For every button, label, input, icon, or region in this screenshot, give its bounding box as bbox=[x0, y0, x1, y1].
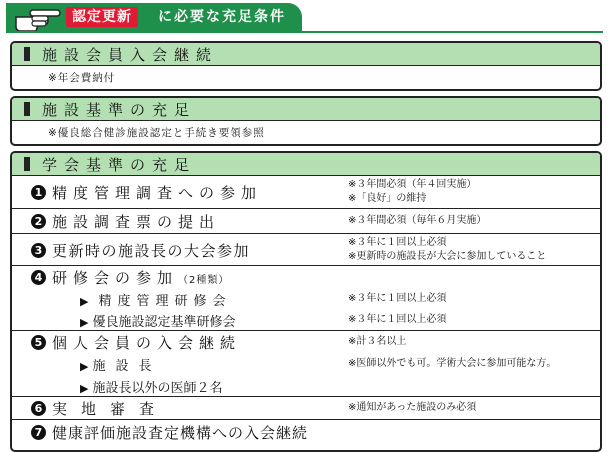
heading-bar-icon bbox=[24, 47, 30, 61]
heading-bar-icon bbox=[24, 157, 30, 171]
number-5-icon: 5 bbox=[31, 335, 46, 350]
sub-item-note: ※３年に１回以上必須 bbox=[348, 314, 447, 325]
list-item-onsite-audit bbox=[12, 396, 600, 420]
sub-item-note: ※医師以外でも可。学術大会に参加可能な方。 bbox=[348, 358, 557, 369]
title-bar bbox=[6, 3, 302, 31]
number-7-icon: 7 bbox=[31, 425, 46, 440]
number-4-icon: 4 bbox=[31, 270, 46, 285]
sub-item-other-doctors bbox=[12, 374, 600, 396]
sub-item-note: ※３年に１回以上必須 bbox=[348, 293, 447, 304]
item-label: 施設調査票の提出 bbox=[52, 213, 221, 231]
item-label: 研修会の参加（2種類） bbox=[52, 269, 230, 287]
item-note: ※更新時の施設長が大会に参加していること bbox=[348, 251, 547, 262]
item-note: ※通知があった施設のみ必須 bbox=[348, 402, 477, 413]
list-item-director-attendance bbox=[12, 233, 600, 266]
number-1-icon: 1 bbox=[31, 185, 46, 200]
renewal-badge: 認定更新 bbox=[66, 7, 138, 27]
section-title: 学会基準の充足 bbox=[42, 155, 197, 174]
list-item-training bbox=[12, 265, 600, 289]
triangle-right-icon: ▶ bbox=[80, 316, 89, 329]
list-item-quality-survey bbox=[12, 175, 600, 209]
sub-item-standard-training bbox=[12, 309, 600, 330]
item-label: 個人会員の入会継続 bbox=[52, 334, 242, 352]
sub-item-label: ▶ 精度管理研修会 bbox=[80, 294, 232, 309]
item-label: 更新時の施設長の大会参加 bbox=[52, 242, 251, 260]
list-item-individual-members bbox=[12, 330, 600, 354]
number-2-icon: 2 bbox=[31, 214, 46, 229]
section-note: ※年会費納付 bbox=[48, 72, 116, 84]
section-note: ※優良総合健診施設認定と手続き要領参照 bbox=[48, 127, 265, 139]
item-label: 実地審査 bbox=[52, 400, 169, 418]
item-label: 精度管理調査への参加 bbox=[52, 184, 263, 202]
heading-bar-icon bbox=[24, 102, 30, 116]
section-heading bbox=[12, 43, 600, 66]
section-facility-standard bbox=[10, 96, 602, 146]
sub-item-quality-training bbox=[12, 288, 600, 309]
item-note: ※計３名以上 bbox=[348, 336, 407, 347]
section-membership bbox=[10, 41, 602, 91]
list-item-assessment-org bbox=[12, 419, 600, 447]
number-3-icon: 3 bbox=[31, 243, 46, 258]
item-note: ※３年間必須（年４回実施） bbox=[348, 179, 477, 190]
section-society-standard bbox=[10, 151, 602, 452]
sub-item-label: ▶ 施設長 bbox=[80, 359, 162, 374]
triangle-right-icon: ▶ bbox=[80, 382, 89, 395]
triangle-right-icon: ▶ bbox=[80, 360, 89, 373]
number-6-icon: 6 bbox=[31, 401, 46, 416]
item-label-suffix: （2種類） bbox=[178, 275, 230, 286]
section-heading bbox=[12, 153, 600, 176]
item-note: ※３年間必須（毎年６月実施） bbox=[348, 215, 487, 226]
sub-item-label: ▶ 優良施設認定基準研修会 bbox=[80, 315, 236, 330]
item-label: 健康評価施設査定機構への入会継続 bbox=[52, 424, 309, 442]
item-note: ※「良好」の維持 bbox=[348, 193, 427, 204]
list-item-facility-survey bbox=[12, 208, 600, 234]
section-heading bbox=[12, 98, 600, 121]
page-title: に必要な充足条件 bbox=[158, 9, 286, 25]
item-note: ※３年に１回以上必須 bbox=[348, 237, 447, 248]
pointing-hand-icon bbox=[12, 1, 72, 35]
sub-item-director bbox=[12, 353, 600, 374]
triangle-right-icon: ▶ bbox=[80, 295, 95, 308]
title-underline bbox=[6, 31, 603, 33]
sub-item-label: ▶ 施設長以外の医師２名 bbox=[80, 381, 223, 396]
section-title: 施設基準の充足 bbox=[42, 100, 197, 119]
section-title: 施設会員入会継続 bbox=[42, 45, 219, 64]
